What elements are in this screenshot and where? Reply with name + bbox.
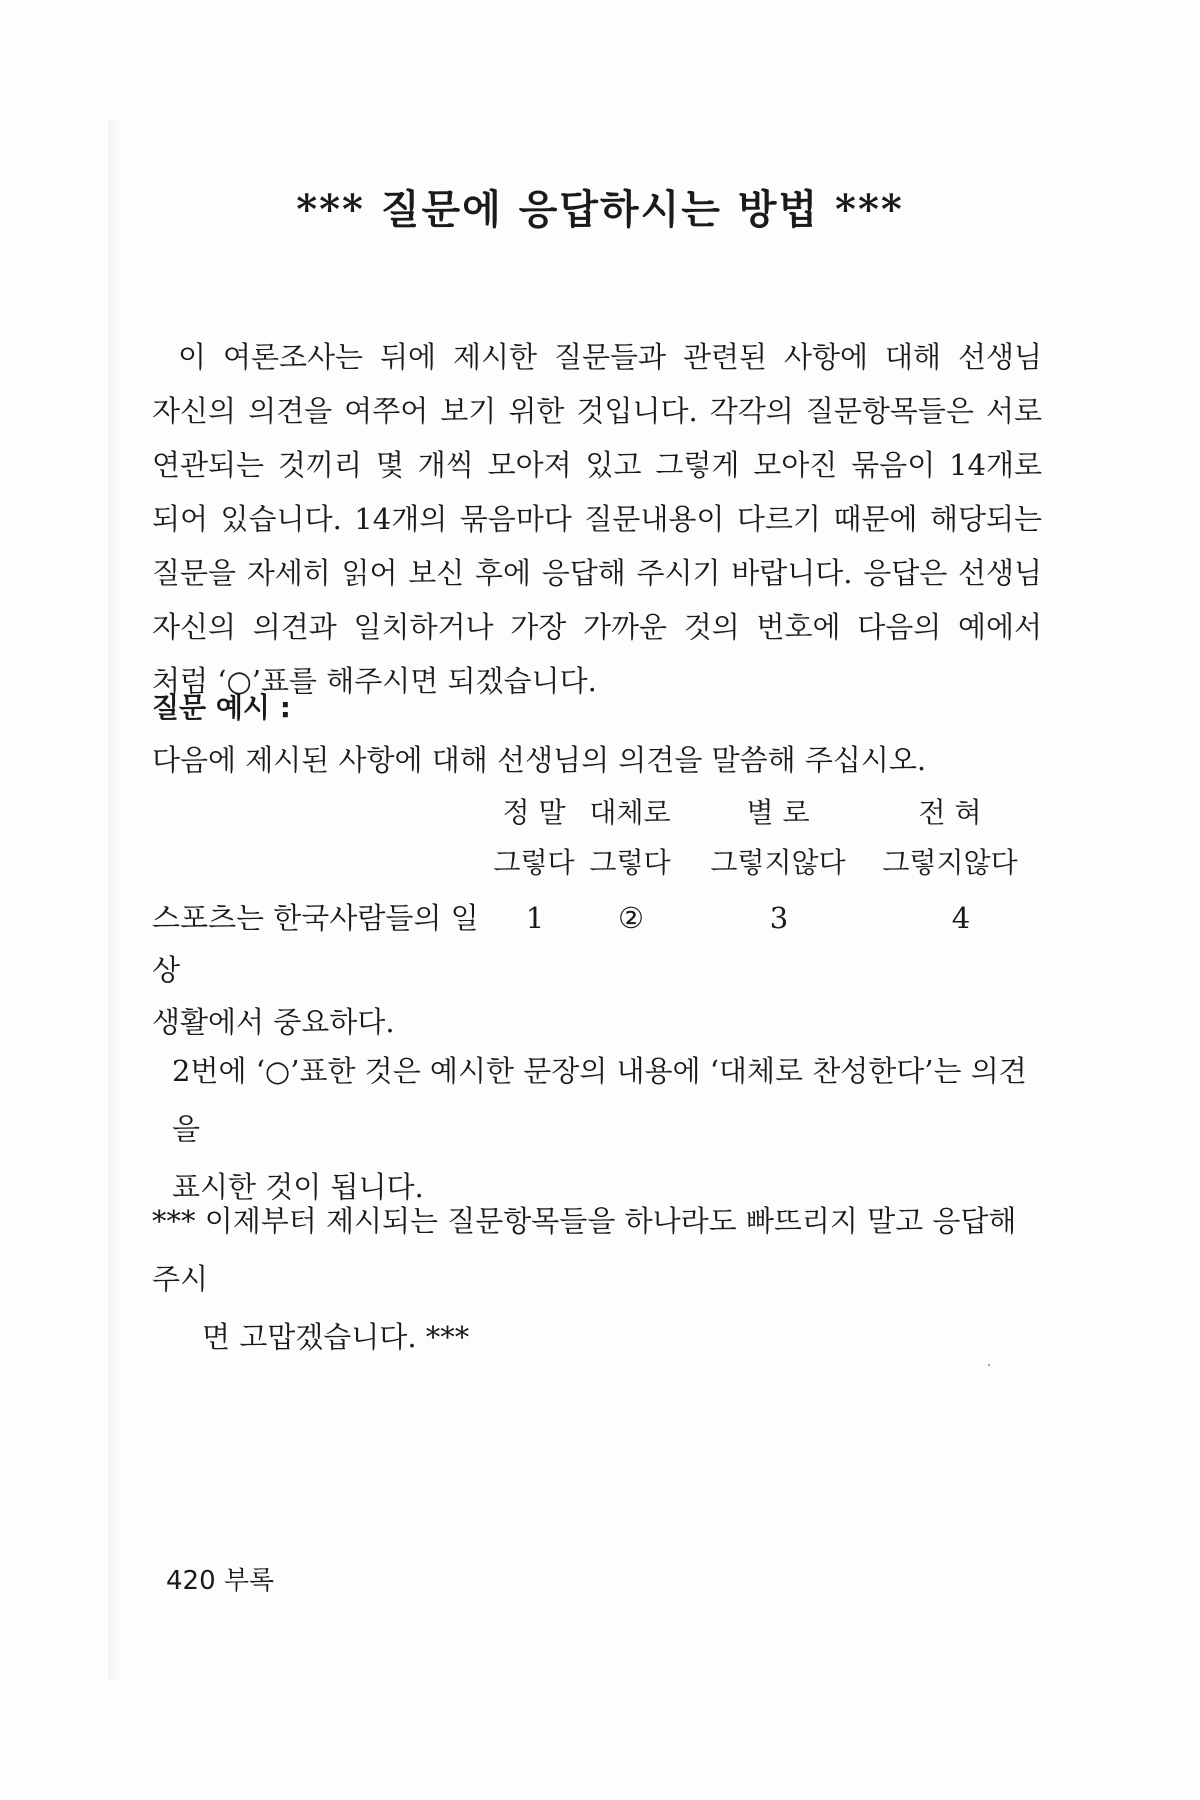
scan-shadow (108, 120, 122, 1680)
choice-3: 3 (769, 901, 789, 935)
scale-option-2-line2: 그렇다 (589, 846, 671, 879)
page-title: *** 질문에 응답하시는 방법 *** (296, 186, 904, 233)
scale-option-4-line1: 전 혀 (918, 796, 982, 829)
scale-option-4-line2: 그렇지않다 (882, 846, 1018, 879)
scale-option-1-line1: 정 말 (502, 796, 566, 829)
scale-option-1 (488, 788, 580, 888)
scale-option-3-line1: 별 로 (746, 796, 810, 829)
example-item-line1: 스포츠는 한국사람들의 일상 (152, 901, 479, 987)
explanation-line1: 2번에 ‘○’표한 것은 예시한 문장의 내용에 ‘대체로 찬성한다’는 의견을 (172, 1054, 1027, 1146)
explanation-line2: 표시한 것이 됩니다. (172, 1170, 424, 1204)
choice-1: 1 (525, 901, 545, 935)
scale-option-2-line1: 대체로 (589, 796, 671, 829)
scale-option-4 (880, 788, 1020, 888)
intro-paragraph: 이 여론조사는 뒤에 제시한 질문들과 관련된 사항에 대해 선생님 자신의 의견을 여쭈어 보기 위한 것입니다. 각각의 질문항목들은 서로 연관되는 것끼리 몇 개씩 모아져 있고 그렇게 모아진 묶음이 14개로 되어 있습니다. 14개의 묶음마다 질문내용이 다르기 때문에 해당되는 질문을 자세히 읽어 보신 후에 응답해 주시기 바랍니다. 응답은 선생님 자신의 의견과 일치하거나 가장 가까운 것의 번호에 다음의 예에서 처럼 ‘○’표를 해주시면 되겠습니다. (152, 340, 1042, 698)
example-prompt: 다음에 제시된 사항에 대해 선생님의 의견을 말씀해 주십시오. (152, 743, 927, 777)
closing-line1: *** 이제부터 제시되는 질문항목들을 하나라도 빠뜨리지 말고 응답해 주시 (152, 1204, 1017, 1296)
page-number: 420 부록 (166, 1566, 275, 1596)
closing-note (152, 1192, 1042, 1366)
example-item-line2: 생활에서 중요하다. (152, 1005, 395, 1039)
closing-line2: 면 고맙겠습니다. *** (202, 1320, 470, 1354)
scale-option-3-line2: 그렇지않다 (710, 846, 846, 879)
choice-2-circled: ② (618, 901, 644, 935)
scale-option-1-line2: 그렇다 (493, 846, 575, 879)
example-item (152, 892, 492, 1048)
explanation-paragraph (172, 1042, 1032, 1216)
example-heading: 질문 예시 : (152, 691, 291, 724)
scale-option-2 (584, 788, 676, 888)
scale-option-3 (708, 788, 848, 888)
scan-speck (988, 1364, 990, 1366)
choice-4: 4 (951, 901, 971, 935)
